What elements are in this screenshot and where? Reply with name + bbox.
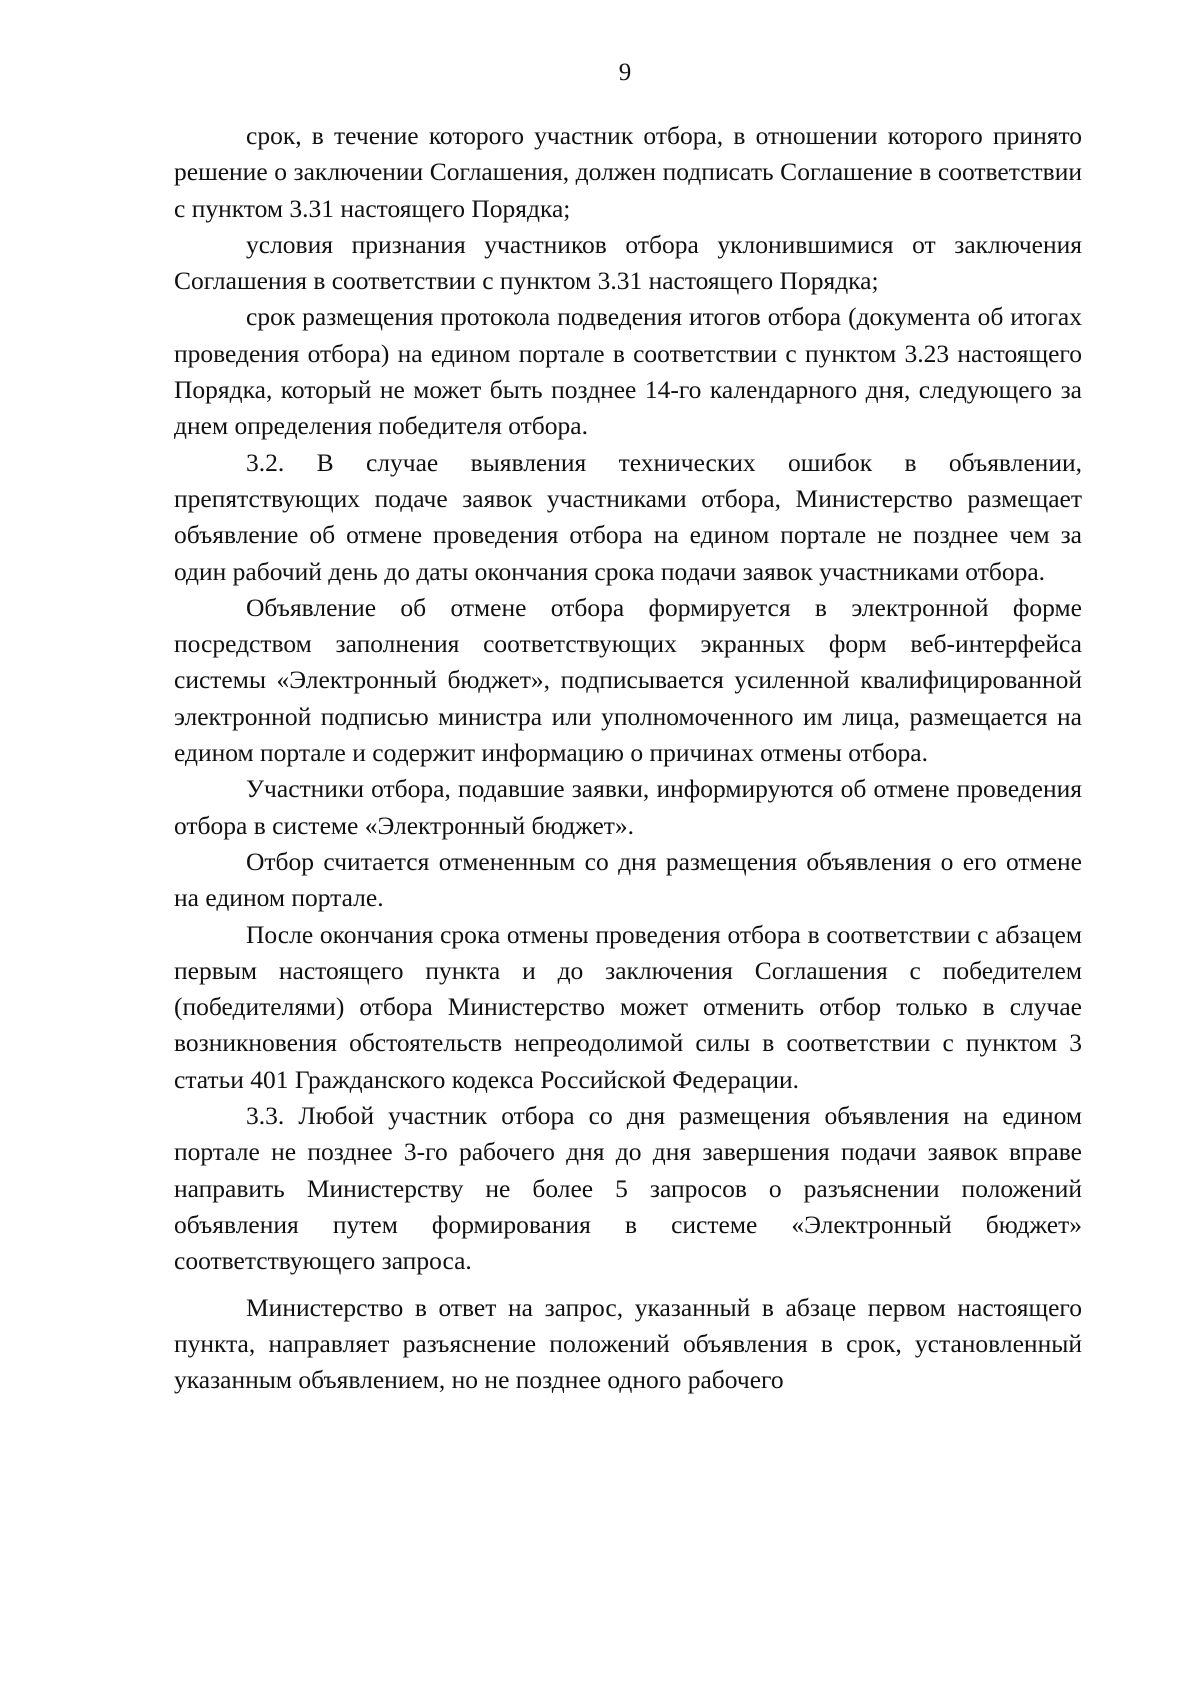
paragraph-selection-cancelled: Отбор считается отмененным со дня размещения объявления о его отмене на едином портале. xyxy=(174,846,1082,913)
paragraph-evasion-conditions: условия признания участников отбора уклонившимися от заключения Соглашения в соответствии с пунктом 3.31 настоящего Порядка; xyxy=(174,229,1082,296)
document-body xyxy=(174,118,1082,1398)
paragraph-3-3-clarification-requests: 3.3. Любой участник отбора со дня размещения объявления на едином портале не позднее 3-го рабочего дня до дня завершения подачи заявок вправе направить Министерству не более 5 запросов о разъяснении положений объявления путем формирования в системе «Электронный бюджет» соответствующего запроса. xyxy=(174,1101,1082,1276)
paragraph-participants-informed: Участники отбора, подавшие заявки, информируются об отмене проведения отбора в системе «Электронный бюджет». xyxy=(174,774,1082,840)
paragraph-3-2-technical-errors: 3.2. В случае выявления технических ошибок в объявлении, препятствующих подаче заявок участниками отбора, Министерство размещает объявление об отмене проведения отбора на едином портале не позднее чем за один рабочий день до даты окончания срока подачи заявок участниками отбора. xyxy=(174,447,1082,586)
paragraph-protocol-placement-term: срок размещения протокола подведения итогов отбора (документа об итогах проведения отбора) на едином портале в соответствии с пунктом 3.23 настоящего Порядка, который не может быть позднее 14-го календарного дня, следующего за днем определения победителя отбора. xyxy=(174,302,1082,441)
paragraph-ministry-response: Министерство в ответ на запрос, указанный в абзаце первом настоящего пункта, направляет разъяснение положений объявления в срок, установленный указанным объявлением, но не позднее одного рабочего xyxy=(174,1292,1082,1395)
page-number: 9 xyxy=(618,59,632,86)
paragraph-force-majeure: После окончания срока отмены проведения отбора в соответствии с абзацем первым настоящего пункта и до заключения Соглашения с победителем (победителями) отбора Министерство может отменить отбор только в случае возникновения обстоятельств непреодолимой силы в соответствии с пунктом 3 статьи 401 Гражданского кодекса Российской Федерации. xyxy=(174,919,1082,1094)
paragraph-cancellation-notice: Объявление об отмене отбора формируется в электронной форме посредством заполнения соответствующих экранных форм веб-интерфейса системы «Электронный бюджет», подписывается усиленной квалифицированной электронной подписью министра или уполномоченного им лица, размещается на едином портале и содержит информацию о причинах отмены отбора. xyxy=(174,592,1082,768)
paragraph-agreement-signing-term: срок, в течение которого участник отбора, в отношении которого принято решение о заключении Соглашения, должен подписать Соглашение в соответствии с пунктом 3.31 настоящего Порядка; xyxy=(174,121,1082,223)
